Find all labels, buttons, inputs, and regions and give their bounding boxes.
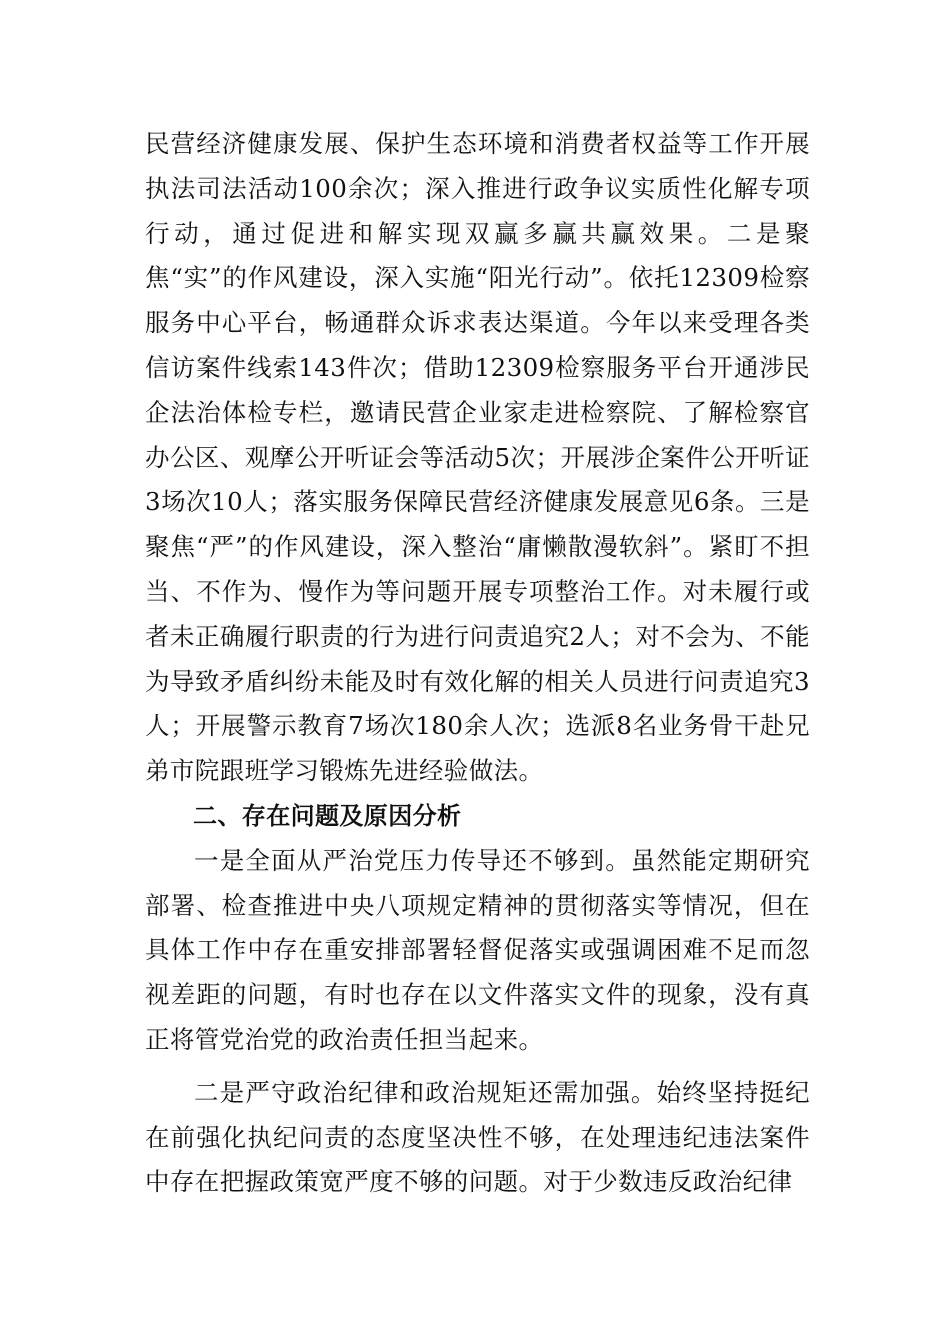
paragraph-problem-1: 一是全面从严治党压力传导还不够到。虽然能定期研究部署、检查推进中央八项规定精神的贯彻落实等情况，但在具体工作中存在重安排部署轻督促落实或强调困难不足而忽视差距的问题，有时也存在以文件落实文件的现象，没有真正将管党治党的政治责任担当起来。 bbox=[145, 845, 810, 1054]
section-heading: 二、存在问题及原因分析 bbox=[193, 801, 462, 830]
paragraph-problem-2: 二是严守政治纪律和政治规矩还需加强。始终坚持挺纪在前强化执纪问责的态度坚决性不够，在处理违纪违法案件中存在把握政策宽严度不够的问题。对于少数违反政治纪律 bbox=[145, 1077, 810, 1197]
document-body bbox=[145, 122, 810, 1205]
paragraph-continuation: 民营经济健康发展、保护生态环境和消费者权益等工作开展执法司法活动100余次；深入推进行政争议实质性化解专项行动，通过促进和解实现双赢多赢共赢效果。二是聚焦“实”的作风建设，深入实施“阳光行动”。依托12309检察服务中心平台，畅通群众诉求表达渠道。今年以来受理各类信访案件线索143件次；借助12309检察服务平台开通涉民企法治体检专栏，邀请民营企业家走进检察院、了解检察官办公区、观摩公开听证会等活动5次；开展涉企案件公开听证3场次10人；落实服务保障民营经济健康发展意见6条。三是聚焦“严”的作风建设，深入整治“庸懒散漫软斜”。紧盯不担当、不作为、慢作为等问题开展专项整治工作。对未履行或者未正确履行职责的行为进行问责追究2人；对不会为、不能为导致矛盾纠纷未能及时有效化解的相关人员进行问责追究3人；开展警示教育7场次180余人次；选派8名业务骨干赴兄弟市院跟班学习锻炼先进经验做法。 bbox=[145, 129, 810, 786]
